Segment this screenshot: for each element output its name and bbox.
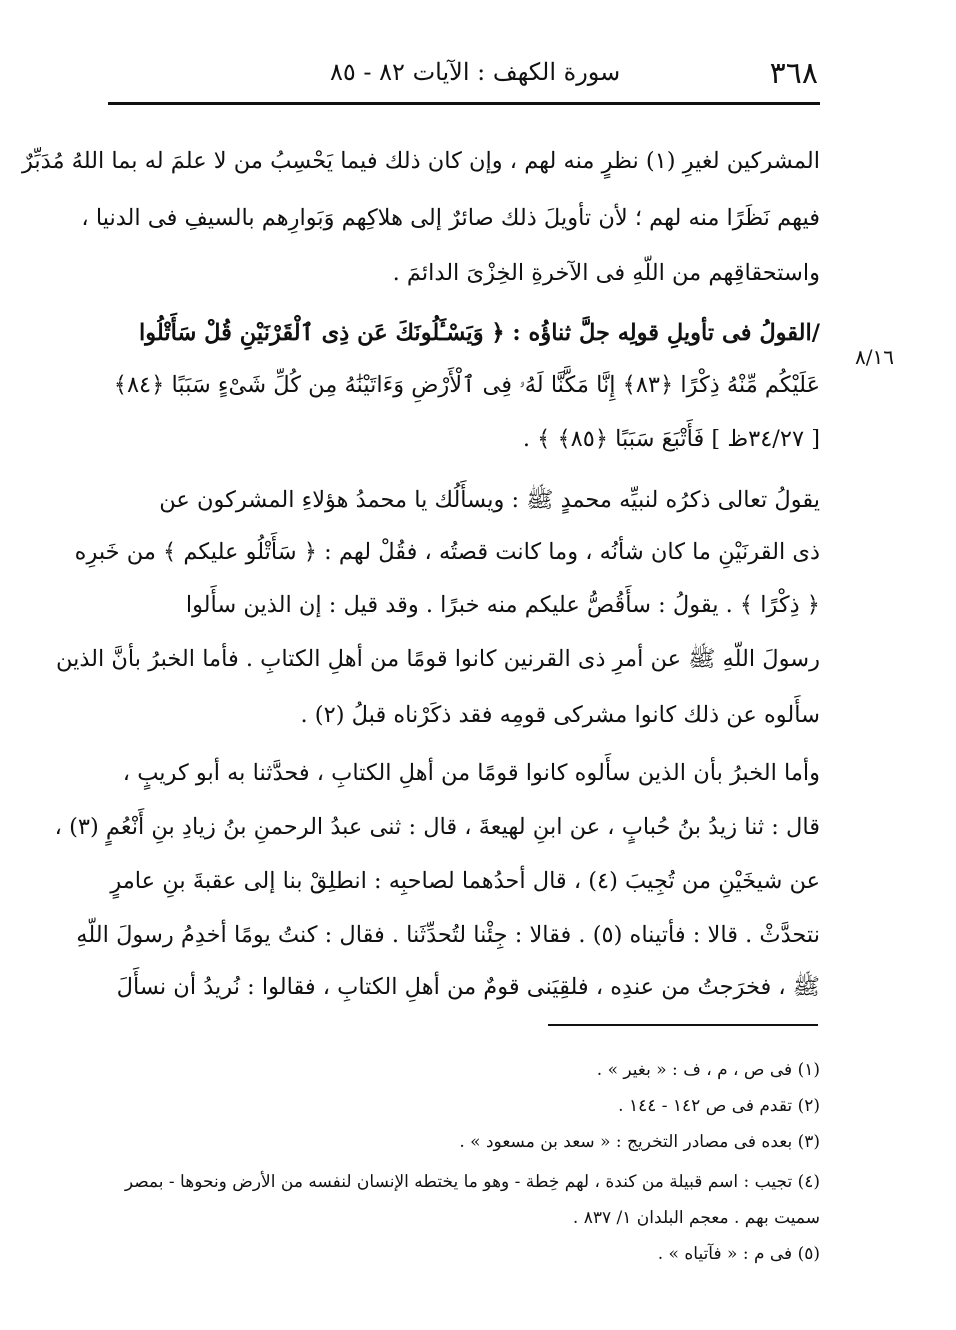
page-number: ٣٦٨ — [769, 56, 818, 91]
text-line: واستحقاقِهم من اللّهِ فى الآخرةِ الخِزْىَ الدائمَ . — [392, 260, 820, 286]
section-heading-line: /القولُ فى تأويلِ قولِه جلَّ ثناؤُه : ﴿ وَيَسْـَٔلُونَكَ عَن ذِى ٱلْقَرْنَيْنِ قُلْ سَأَتْلُوا — [139, 320, 820, 346]
text-line: نتحدَّثْ . قالا : فأتيناه (٥) . فقالا : جِئْنا لتُحدِّثَنا . فقال : كنتُ يومًا أخدِمُ رسولَ اللّهِ — [76, 922, 820, 948]
quran-line: عَلَيْكُم مِّنْهُ ذِكْرًا ﴿٨٣﴾ إِنَّا مَكَّنَّا لَهُۥ فِى ٱلْأَرْضِ وَءَاتَيْنَٰهُ مِن كُلِّ شَىْءٍ سَبَبًا ﴿٨٤﴾ — [113, 372, 820, 398]
text-line: ﷺ ، فخرَجتُ من عندِه ، فلقِيَنى قومٌ من أهلِ الكتابِ ، فقالوا : نُريدُ أن نسأَلَ — [116, 974, 820, 1000]
text-line: رسولَ اللّهِ ﷺ عن أمرِ ذى القرنين كانوا قومًا من أهلِ الكتابِ . فأما الخبرُ بأنَّ الذين — [55, 646, 820, 672]
footnote-rule — [548, 1024, 818, 1026]
footnote: (٤) تجيب : اسم قبيلة من كندة ، لهم خِطة - وهو ما يختطه الإنسان لنفسه من الأرض ونحوها - بمصر — [124, 1172, 820, 1192]
footnote: (١) فى ص ، م ، ف : « بغير » . — [596, 1060, 820, 1080]
header-rule — [108, 102, 820, 105]
text-line: ﴿ ذِكْرًا ﴾ . يقولُ : سأَقُصُّ عليكم منه خبرًا . وقد قيل : إن الذين سأَلوا — [185, 592, 820, 618]
footnote: (٣) بعده فى مصادر التخريج : « سعد بن مسعود » . — [459, 1132, 820, 1152]
running-title: سورة الكهف : الآيات ٨٢ - ٨٥ — [330, 58, 621, 86]
margin-marker: ٨/١٦ — [855, 345, 894, 369]
text-line: قال : ثنا زيدُ بنُ حُبابٍ ، عن ابنِ لهيعةَ ، قال : ثنى عبدُ الرحمنِ بنُ زيادِ بنِ أَنْعُمٍ (٣) ، — [54, 814, 820, 840]
text-line: وأما الخبرُ بأن الذين سأَلوه كانوا قومًا من أهلِ الكتابِ ، فحدَّثنا به أبو كريبٍ ، — [122, 760, 820, 786]
text-line: يقولُ تعالى ذكرُه لنبيِّه محمدٍ ﷺ : ويسأَلُك يا محمدُ هؤلاءِ المشركون عن — [159, 487, 820, 513]
footnote: سميت بهم . معجم البلدان ١/ ٨٣٧ . — [572, 1208, 820, 1228]
footnote: (٥) فى م : « فآتياه » . — [657, 1244, 820, 1264]
text-line: فيهم نَظَرًا منه لهم ؛ لأن تأويلَ ذلك صائرٌ إلى هلاكِهم وَبَوارِهم بالسيفِ فى الدنيا ، — [81, 205, 820, 231]
text-line: المشركين لغيرِ (١) نظرٍ منه لهم ، وإن كان ذلك فيما يَحْسِبُ من لا علمَ له بما اللهُ مُدَبِّرٌ — [21, 148, 820, 174]
text-line: سأَلوه عن ذلك كانوا مشركى قومِه فقد ذكَرْناه قبلُ (٢) . — [300, 702, 820, 728]
text-line: ذى القرنَيْنِ ما كان شأنُه ، وما كانت قصتُه ، فقُلْ لهم : ﴿ سَأَتْلُو عليكم ﴾ من خَبرِه — [74, 539, 820, 565]
quran-line: [ ٣٤/٢٧ظ ] فَأَتْبَعَ سَبَبًا ﴿٨٥﴾ ﴾ . — [522, 426, 820, 452]
text-line: عن شيخَيْنِ من تُجِيبَ (٤) ، قال أحدُهما لصاحبِه : انطلِقْ بنا إلى عقبةَ بنِ عامرٍ — [110, 868, 820, 894]
footnote: (٢) تقدم فى ص ١٤٢ - ١٤٤ . — [618, 1096, 820, 1116]
